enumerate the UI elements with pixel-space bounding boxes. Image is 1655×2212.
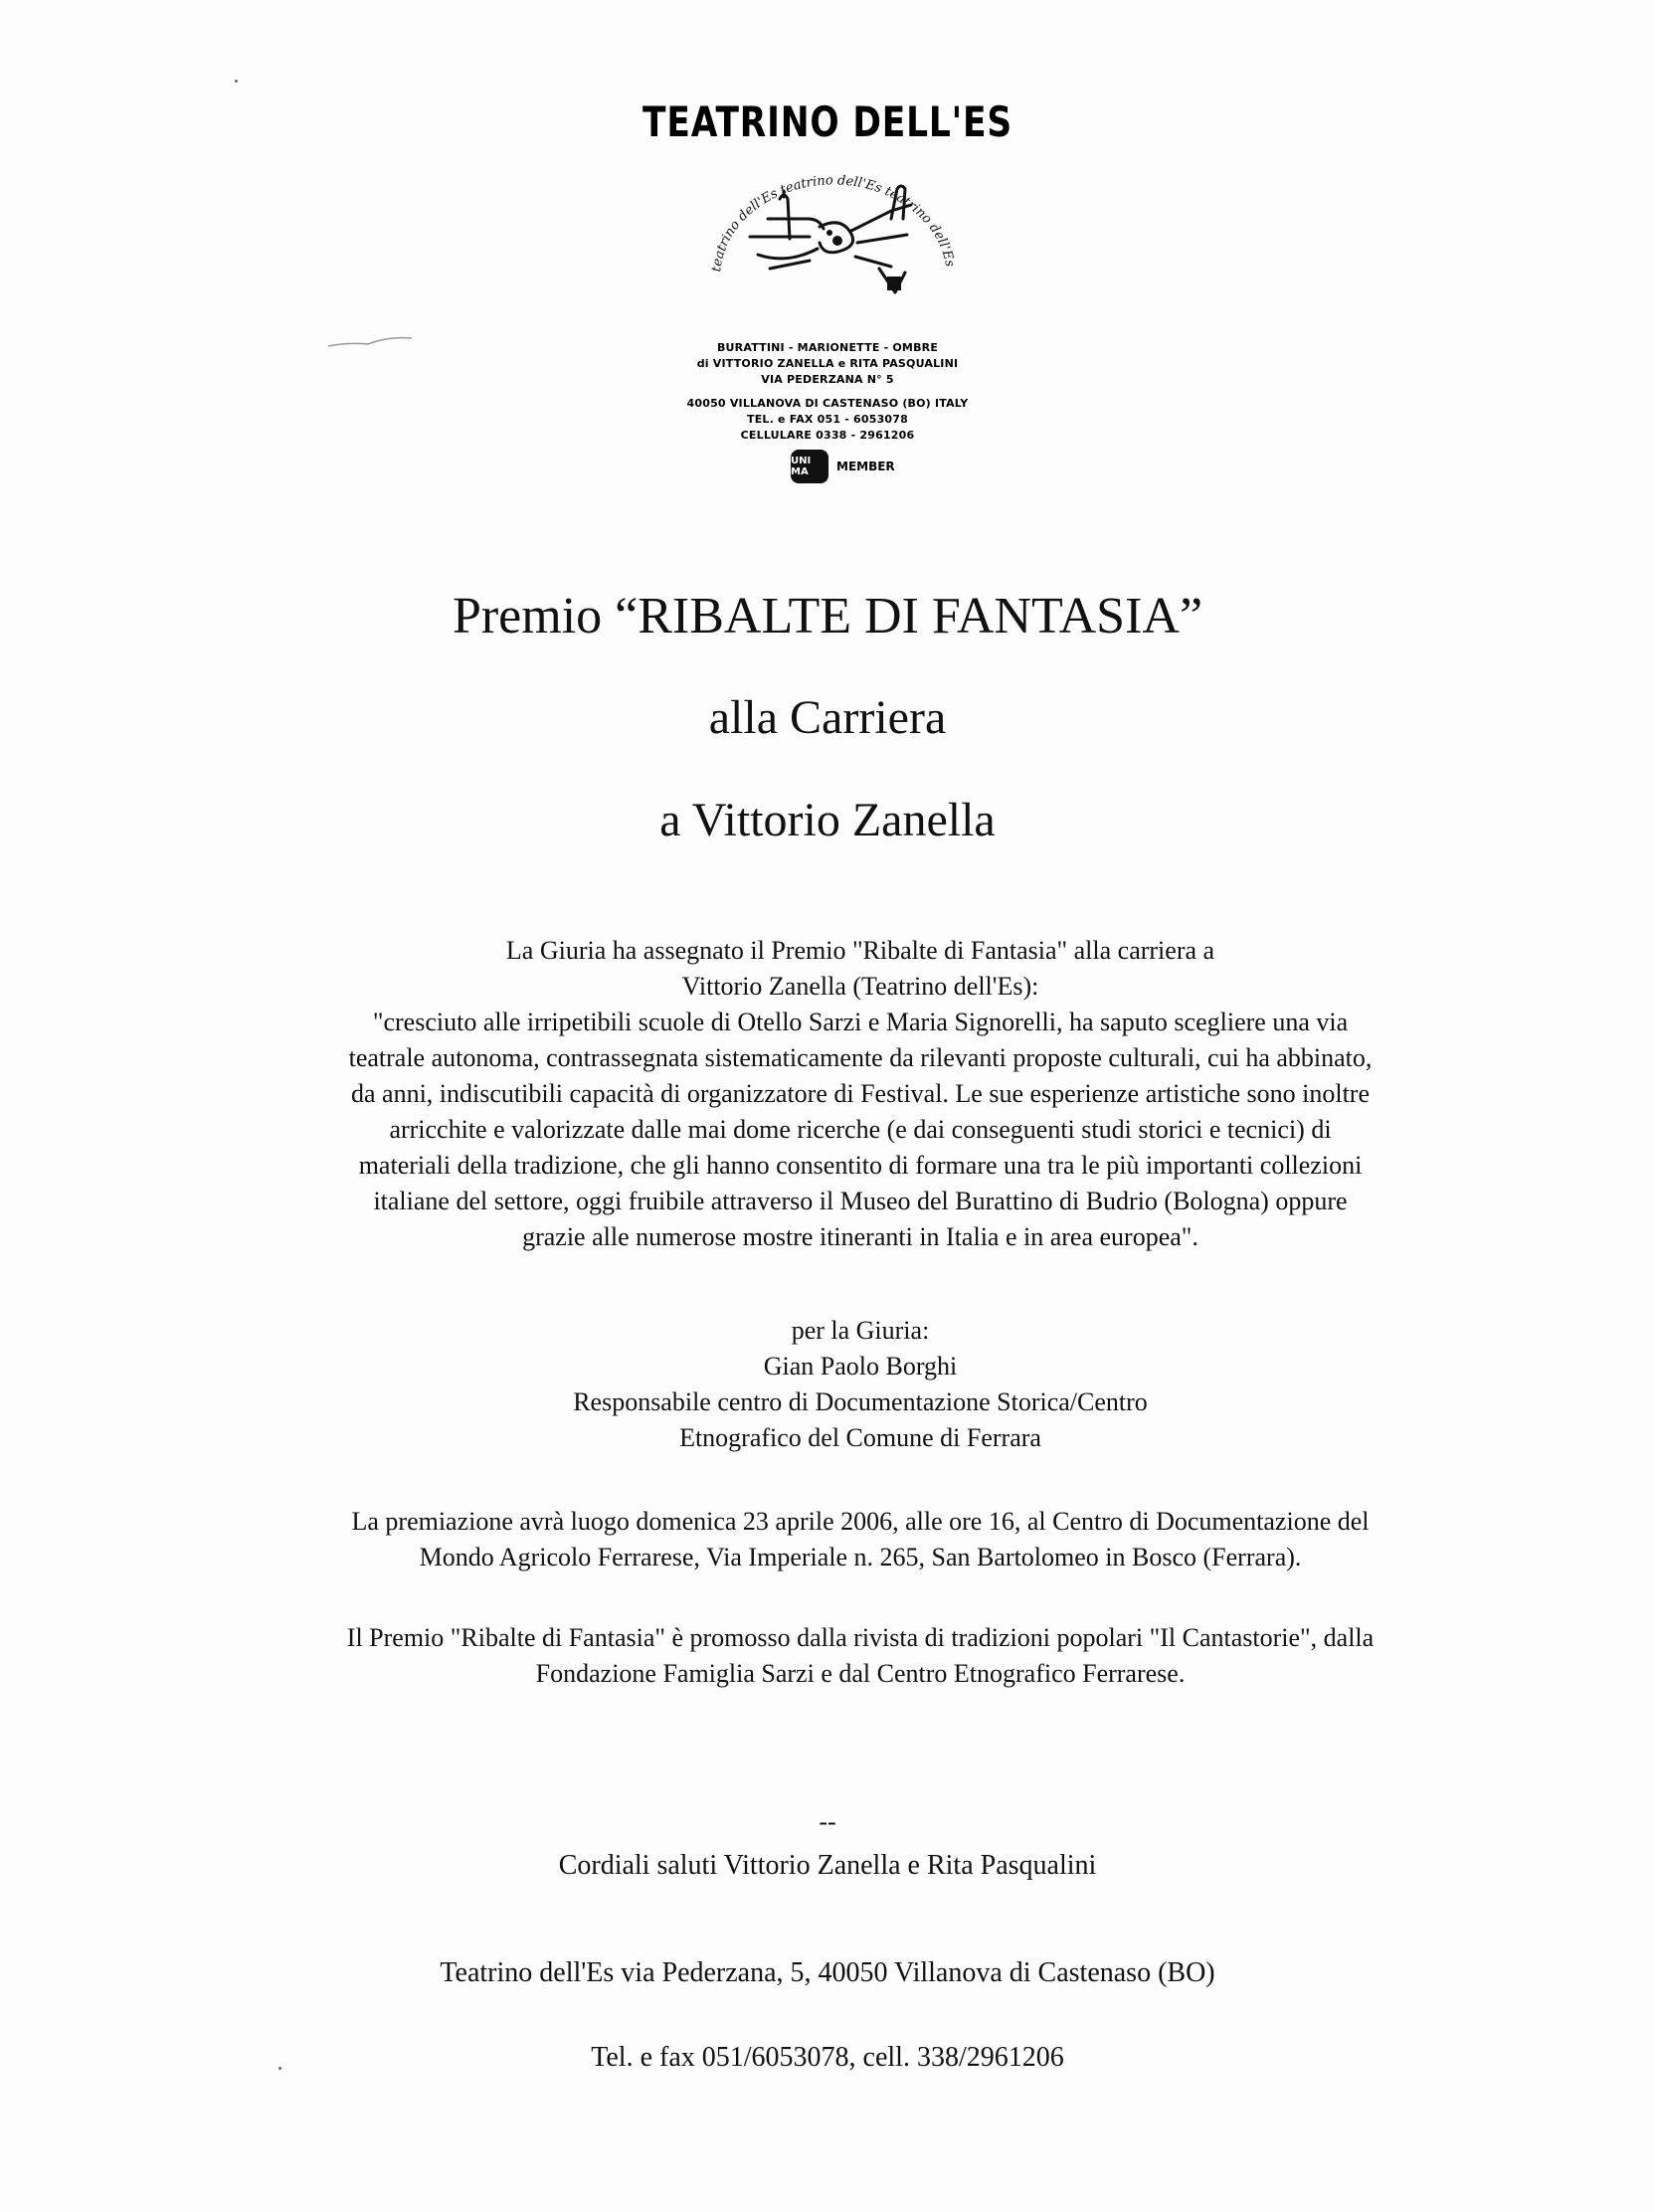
theater-logo	[680, 159, 979, 328]
jury-motivation	[189, 933, 1532, 1255]
unima-logo: UNI MA	[791, 450, 828, 483]
letterhead-line: di VITTORIO ZANELLA e RITA PASQUALINI	[696, 357, 959, 370]
footer-address: Teatrino dell'Es via Pederzana, 5, 40050 Villanova di Castenaso (BO)	[440, 1957, 1215, 1988]
logo-ring-text: teatrino dell'Es teatrino dell'Es teatrino dell'Es	[709, 173, 958, 274]
text-line: "cresciuto alle irripetibili scuole di Otello Sarzi e Maria Signorelli, ha saputo scegliere una via	[372, 1008, 1349, 1036]
text-line: teatrale autonoma, contrassegnata sistematicamente da rilevanti proposte culturali, cui ha abbinato,	[348, 1043, 1373, 1072]
letterhead-line: VIA PEDERZANA N° 5	[761, 373, 894, 386]
award-recipient: a Vittorio Zanella	[659, 794, 996, 846]
ceremony-info	[189, 1504, 1532, 1575]
letterhead-address	[0, 340, 1655, 444]
text-line: Responsabile centro di Documentazione Storica/Centro	[573, 1387, 1148, 1416]
scan-speck	[278, 2067, 281, 2070]
text-line: Gian Paolo Borghi	[763, 1352, 958, 1381]
text-line: Etnografico del Comune di Ferrara	[679, 1423, 1041, 1452]
text-line: da anni, indiscutibili capacità di organizzatore di Festival. Le sue esperienze artistiche sono inoltre	[350, 1079, 1370, 1108]
member-label: MEMBER	[836, 460, 895, 473]
signature-separator: --	[819, 1807, 836, 1836]
scan-speck	[235, 80, 238, 83]
letterhead-line: BURATTINI - MARIONETTE - OMBRE	[716, 341, 939, 354]
text-line: Vittorio Zanella (Teatrino dell'Es):	[681, 972, 1039, 1001]
unima-member-badge	[791, 450, 895, 483]
footer-phone: Tel. e fax 051/6053078, cell. 338/2961206	[591, 2042, 1064, 2073]
letterhead-gap	[0, 388, 1655, 396]
text-line: Il Premio "Ribalte di Fantasia" è promosso dalla rivista di tradizioni popolari "Il Cantastorie", dalla	[346, 1623, 1375, 1652]
closing-greeting: Cordiali saluti Vittorio Zanella e Rita Pasqualini	[558, 1850, 1097, 1881]
letterhead-line: TEL. e FAX 051 - 6053078	[747, 413, 908, 426]
text-line: per la Giuria:	[791, 1316, 930, 1345]
text-line: Fondazione Famiglia Sarzi e dal Centro Etnografico Ferrarese.	[535, 1659, 1186, 1688]
scan-mark	[326, 334, 416, 350]
text-line: La premiazione avrà luogo domenica 23 aprile 2006, alle ore 16, al Centro di Documentazione del	[351, 1507, 1370, 1536]
text-line: Mondo Agricolo Ferrarese, Via Imperiale n. 265, San Bartolomeo in Bosco (Ferrara).	[419, 1543, 1302, 1571]
jury-signature	[189, 1313, 1532, 1456]
award-title: Premio “RIBALTE DI FANTASIA”	[452, 588, 1203, 645]
text-line: arricchite e valorizzate dalle mai dome ricerche (e dai conseguenti studi storici e tecnici) di	[389, 1115, 1332, 1144]
text-line: grazie alle numerose mostre itineranti in Italia e in area europea".	[522, 1222, 1198, 1251]
promoter-info	[189, 1620, 1532, 1692]
award-subtitle: alla Carriera	[708, 691, 947, 744]
letterhead-line: CELLULARE 0338 - 2961206	[740, 429, 915, 442]
letterhead-name: TEATRINO DELL'ES	[643, 97, 1012, 146]
letterhead-line: 40050 VILLANOVA DI CASTENASO (BO) ITALY	[686, 397, 969, 410]
text-line: materiali della tradizione, che gli hanno consentito di formare una tra le più importanti collezioni	[358, 1151, 1363, 1180]
text-line: italiane del settore, oggi fruibile attraverso il Museo del Burattino di Budrio (Bologna) oppure	[373, 1187, 1348, 1215]
text-line: La Giuria ha assegnato il Premio "Ribalte di Fantasia" alla carriera a	[505, 936, 1215, 965]
